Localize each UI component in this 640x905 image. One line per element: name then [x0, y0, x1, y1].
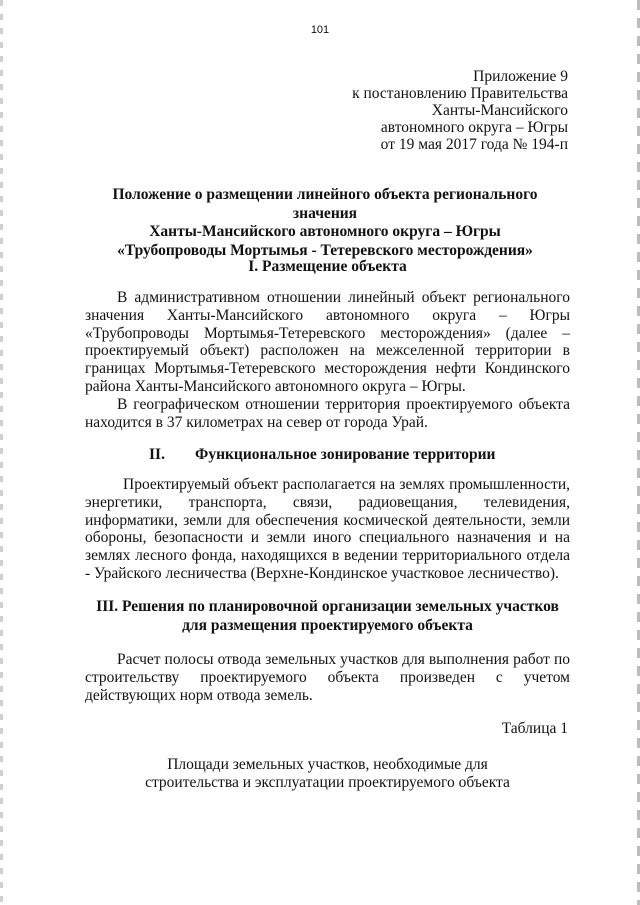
table-label: Таблица 1	[501, 720, 568, 737]
table-caption	[85, 756, 570, 792]
section-3-heading-line: III. Решения по планировочной организации земельных участков	[96, 598, 559, 615]
appendix-line: Приложение 9	[473, 68, 568, 85]
section-2-body	[85, 476, 570, 583]
appendix-line: Ханты-Мансийского	[431, 102, 568, 119]
title-line: Ханты-Мансийского автономного округа – Югры	[149, 223, 501, 240]
section-2-number: II.	[149, 446, 165, 463]
appendix-block	[352, 68, 568, 153]
paragraph: Проектируемый объект располагается на землях промышленности, энергетики, транспорта, связи, радиовещания, телевидения, информатики, земли для обеспечения космической деятельности, земли обороны, безопасности и земли иного специального назначения и на землях лесного фонда, находящихся в ведении территориального отдела - Урайского лесничества (Верхне-Кондинское участковое лесничество).	[85, 476, 570, 582]
section-2-title: Функциональное зонирование территории	[195, 446, 496, 463]
appendix-line: автономного округа – Югры	[380, 119, 568, 136]
section-3-heading-line: для размещения проектируемого объекта	[182, 616, 473, 634]
section-3-heading	[85, 598, 570, 635]
paragraph: Расчет полосы отвода земельных участков для выполнения работ по строительству проектируемого объекта произведен с учетом действующих норм отвода земель.	[85, 651, 570, 704]
section-2-heading	[85, 446, 570, 465]
page-number: 101	[310, 24, 330, 36]
table-caption-line: Площади земельных участков, необходимые для	[167, 756, 488, 773]
paragraph: В географическом отношении территория проектируемого объекта находится в 37 километрах на север от города Урай.	[85, 395, 570, 431]
title-line: Положение о размещении линейного объекта регионального значения	[112, 186, 538, 222]
appendix-line: от 19 мая 2017 года № 194-п	[380, 136, 568, 153]
section-1-heading: I. Размещение объекта	[248, 258, 407, 275]
title-line: «Трубопроводы Мортымья - Тетеревского месторождения»	[117, 241, 533, 259]
section-3-body	[85, 651, 570, 704]
document-title	[80, 186, 570, 260]
section-1-body	[85, 289, 570, 431]
table-caption-line: строительства и эксплуатации проектируемого объекта	[145, 774, 510, 791]
appendix-line: к постановлению Правительства	[352, 85, 568, 102]
paragraph: В административном отношении линейный объект регионального значения Ханты-Мансийского автономного округа – Югры «Трубопроводы Мортымья-Тетеревского месторождения» (далее – проектируемый объект) расположен на межселенной территории в границах Мортымья-Тетеревского месторождения нефти Кондинского района Ханты-Мансийского автономного округа – Югры.	[85, 289, 570, 395]
scan-edge-left	[0, 0, 3, 905]
